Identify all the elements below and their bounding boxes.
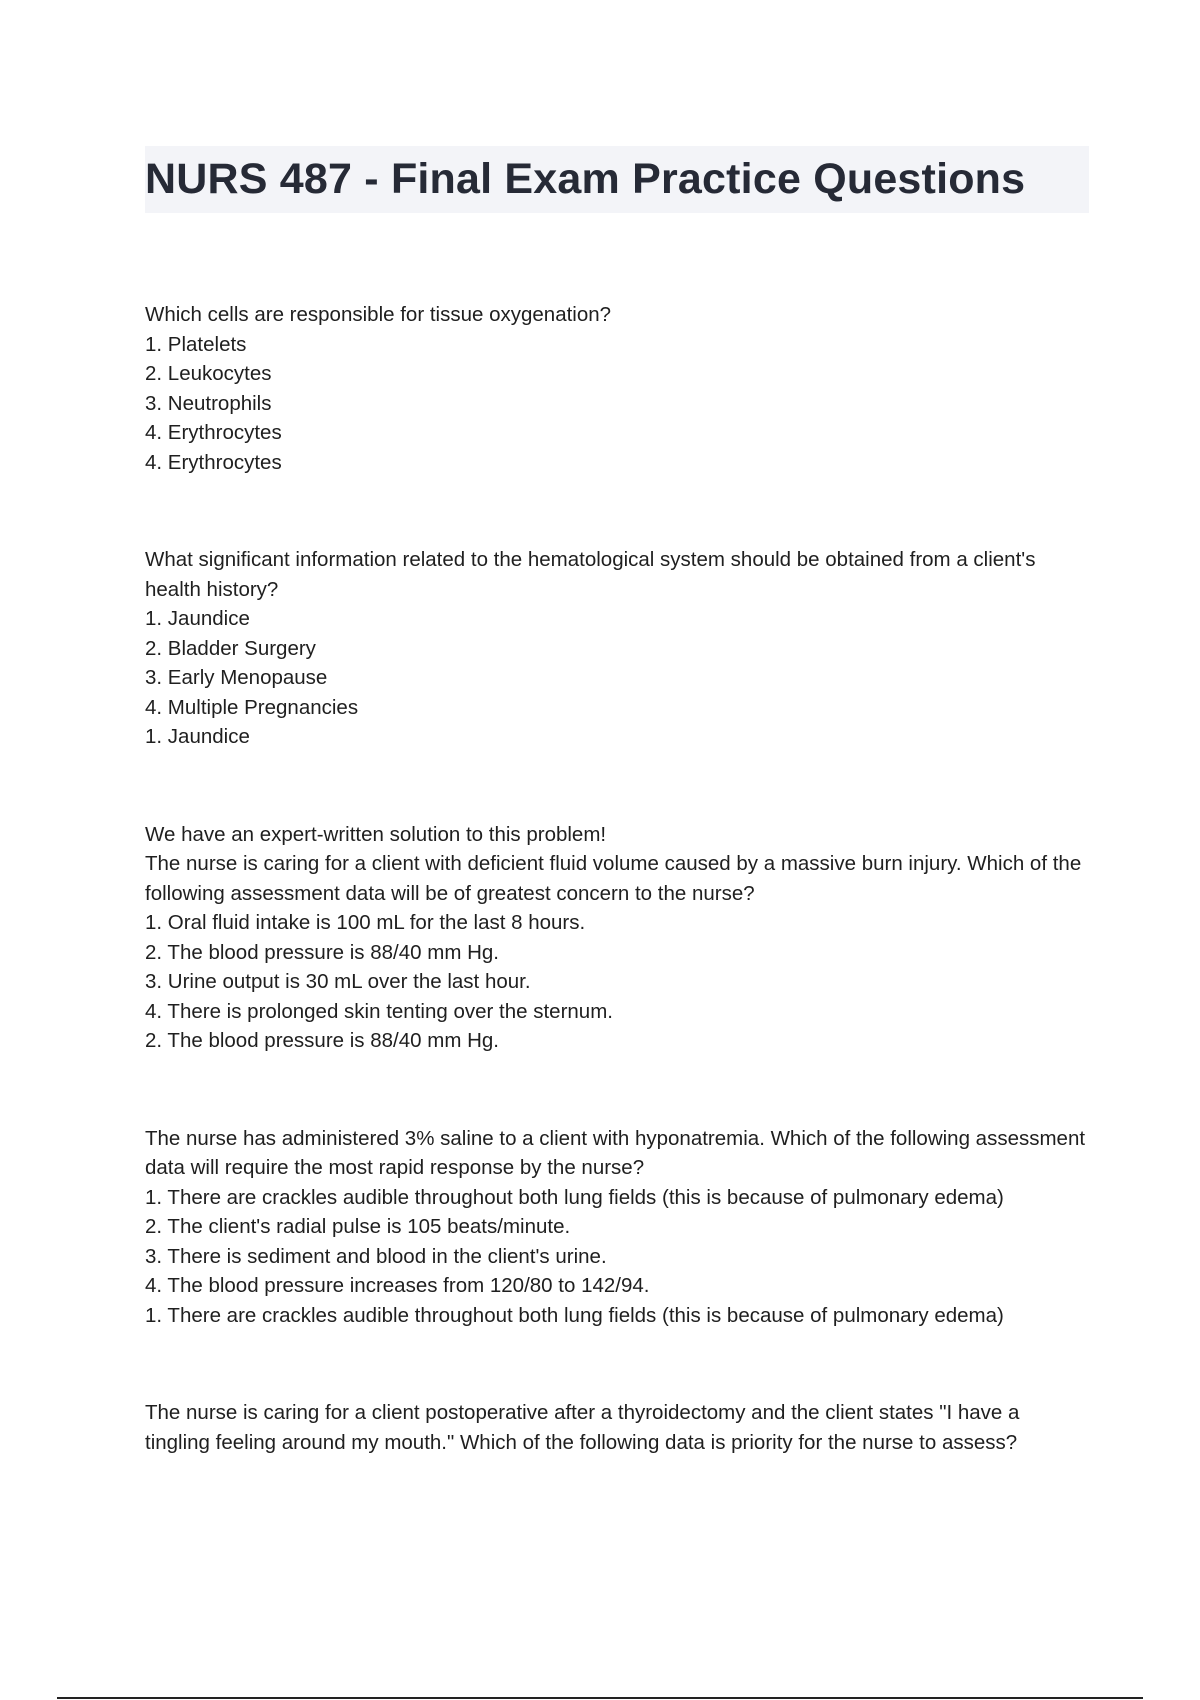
question-2-option-4: 4. Multiple Pregnancies [145, 695, 359, 719]
question-4-option-1: 1. There are crackles audible throughout both lung fields (this is because of pulmonary edema) [145, 1185, 1004, 1209]
page-title: NURS 487 - Final Exam Practice Questions [145, 155, 1026, 203]
question-2-option-3: 3. Early Menopause [145, 666, 328, 689]
question-2 [145, 545, 1089, 752]
question-list [145, 300, 1089, 1457]
question-2-prompt: What significant information related to the hematological system should be obtained from a client's health history? [145, 548, 1036, 601]
question-1-answer: 4. Erythrocytes [145, 450, 282, 474]
question-3-option-2: 2. The blood pressure is 88/40 mm Hg. [145, 940, 499, 964]
question-3-answer: 2. The blood pressure is 88/40 mm Hg. [145, 1029, 499, 1052]
question-1-option-3: 3. Neutrophils [145, 391, 272, 415]
question-3-option-4: 4. There is prolonged skin tenting over the sternum. [145, 999, 613, 1023]
question-1-option-2: 2. Leukocytes [145, 362, 272, 385]
question-3-option-3: 3. Urine output is 30 mL over the last hour. [145, 970, 531, 993]
question-1-prompt: Which cells are responsible for tissue oxygenation? [145, 303, 612, 326]
question-2-answer: 1. Jaundice [145, 725, 250, 748]
question-4 [145, 1124, 1089, 1331]
question-4-option-4: 4. The blood pressure increases from 120/80 to 142/94. [145, 1274, 650, 1297]
question-3-prompt: The nurse is caring for a client with deficient fluid volume caused by a massive burn injury. Which of the following assessment data will be of greatest concern to the nurse? [145, 852, 1082, 905]
question-1 [145, 300, 1089, 477]
page-bottom-divider [57, 1697, 1143, 1699]
question-4-option-2: 2. The client's radial pulse is 105 beats/minute. [145, 1215, 571, 1238]
question-2-option-1: 1. Jaundice [145, 607, 250, 630]
question-3-option-1: 1. Oral fluid intake is 100 mL for the last 8 hours. [145, 911, 586, 934]
page-title-banner [145, 146, 1089, 213]
question-5-prompt: The nurse is caring for a client postoperative after a thyroidectomy and the client states "I have a tingling feeling around my mouth." Which of the following data is priority for the nurse to assess? [145, 1401, 1020, 1454]
question-4-answer: 1. There are crackles audible throughout both lung fields (this is because of pulmonary edema) [145, 1303, 1004, 1327]
question-1-option-1: 1. Platelets [145, 332, 247, 356]
question-4-option-3: 3. There is sediment and blood in the client's urine. [145, 1244, 607, 1268]
question-2-option-2: 2. Bladder Surgery [145, 636, 316, 660]
question-1-option-4: 4. Erythrocytes [145, 421, 282, 444]
question-4-prompt: The nurse has administered 3% saline to a client with hyponatremia. Which of the following assessment data will require the most rapid response by the nurse? [145, 1126, 1086, 1179]
question-3 [145, 820, 1089, 1056]
question-5 [145, 1398, 1089, 1457]
question-3-intro: We have an expert-written solution to this problem! [145, 822, 607, 846]
